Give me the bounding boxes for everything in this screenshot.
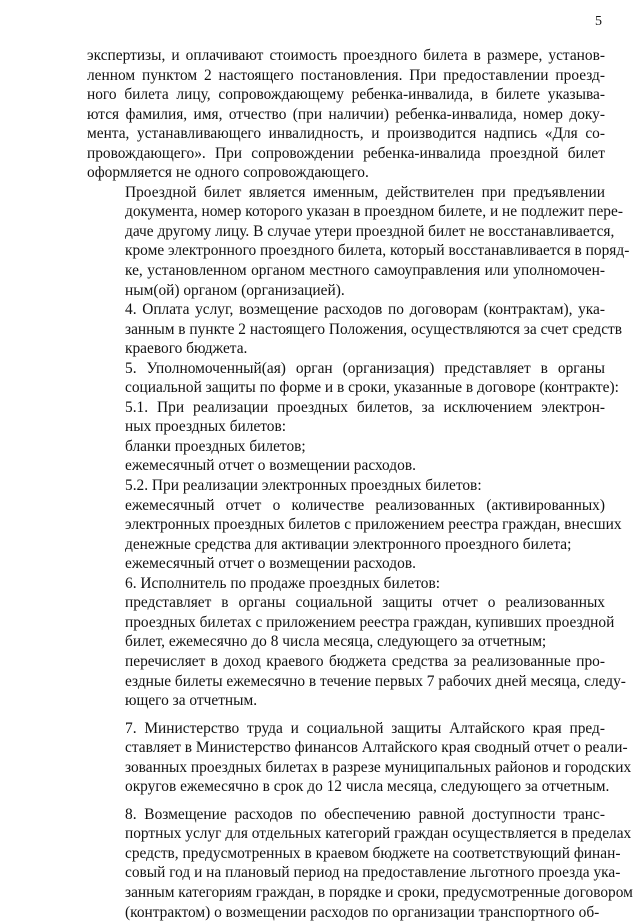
text-line: ставляет в Министерство финансов Алтайского края сводный отчет о реали- (125, 739, 628, 757)
text-line: средств, предусмотренных в краевом бюджете на соответствующий финан- (125, 844, 621, 862)
text-line: 5.1. При реализации проездных билетов, за исключением электрон- (125, 398, 605, 416)
paragraph (87, 456, 605, 476)
text-line: ежемесячный отчет о количестве реализованных (активированных) (125, 496, 605, 514)
text-line: занным категориям граждан, в порядке и сроки, предусмотренные договором (125, 883, 633, 901)
paragraph (87, 574, 605, 594)
text-line: ежемесячный отчет о возмещении расходов. (125, 457, 416, 475)
paragraph-gap (87, 797, 605, 805)
text-line: портных услуг для отдельных категорий граждан осуществляется в пределах (125, 825, 632, 843)
text-line: Проездной билет является именным, действителен при предъявлении (125, 183, 605, 201)
text-line: 4. Оплата услуг, возмещение расходов по договорам (контрактам), ука- (125, 301, 605, 319)
text-line: 5.2. При реализации электронных проездных билетов: (125, 477, 482, 495)
text-line: ных проездных билетов: (125, 418, 287, 436)
text-line: ежемесячный отчет о возмещении расходов. (125, 555, 416, 573)
paragraph-gap (87, 711, 605, 719)
text-line: кроме электронного проездного билета, который восстанавливается в поряд- (125, 242, 630, 260)
text-line: 7. Министерство труда и социальной защиты Алтайского края пред- (125, 719, 605, 737)
text-line: зованных проездных билетах в разрезе муниципальных районов и городских (125, 758, 632, 776)
text-line: ющего за отчетным. (125, 692, 258, 710)
text-line: ным(ой) органом (организацией). (125, 281, 345, 299)
text-line: 8. Возмещение расходов по обеспечению равной доступности транс- (125, 805, 605, 823)
text-line: 5. Уполномоченный(ая) орган (организация) представляет в органы (125, 359, 605, 377)
paragraph (87, 398, 605, 437)
paragraph (87, 652, 626, 711)
text-line: провождающего». При сопровождении ребенка-инвалида проездной билет (87, 144, 605, 162)
text-line: электронных проездных билетов с приложением реестра граждан, внесших (125, 516, 622, 534)
text-line: совый год и на плановый период на предоставление льготного проезда ука- (125, 864, 621, 882)
paragraph (87, 183, 630, 300)
text-line: ются фамилия, имя, отчество (при наличии) ребенка-инвалида, номер доку- (87, 105, 605, 123)
text-line: экспертизы, и оплачивают стоимость проездного билета в размере, установ- (87, 47, 605, 64)
text-line: 6. Исполнитель по продаже проездных билетов: (125, 574, 440, 592)
paragraph (87, 554, 605, 574)
paragraph (87, 437, 605, 457)
text-line: оформляется не одного сопровождающего. (87, 164, 369, 182)
text-line: бланки проездных билетов; (125, 437, 306, 455)
text-line: занным в пункте 2 настоящего Положения, осуществляются за счет средств (125, 320, 623, 338)
text-line: билет, ежемесячно до 8 числа месяца, следующего за отчетным; (125, 633, 547, 651)
paragraph (87, 359, 619, 398)
paragraph (87, 593, 615, 652)
text-line: проездных билетах с приложением реестра граждан, купивших проездной (125, 613, 615, 631)
text-line: документа, номер которого указан в проездном билете, и не подлежит пере- (125, 203, 623, 221)
text-line: ке, установленном органом местного самоуправления или уполномочен- (125, 262, 605, 280)
text-line: ездные билеты ежемесячно в течение первых 7 рабочих дней месяца, следу- (125, 672, 626, 690)
page-number: 5 (595, 14, 602, 29)
text-line: ленном пунктом 2 настоящего постановления. При предоставлении проезд- (87, 66, 605, 84)
text-line: представляет в органы социальной защиты отчет о реализованных (125, 594, 605, 612)
text-line: округов ежемесячно в срок до 12 числа месяца, следующего за отчетным. (125, 778, 610, 796)
text-line: краевого бюджета. (125, 340, 248, 358)
paragraph (87, 805, 633, 922)
text-line: даче другому лицу. В случае утери проездной билет не восстанавливается, (125, 222, 615, 240)
text-line: мента, устанавливающего инвалидность, и производится надпись «Для со- (87, 125, 605, 143)
paragraph (87, 476, 605, 496)
text-line: социальной защиты по форме и в сроки, указанные в договоре (контракте): (125, 379, 619, 397)
paragraph (87, 46, 605, 183)
text-line: перечисляет в доход краевого бюджета средства за реализованные про- (125, 652, 605, 670)
paragraph (87, 496, 622, 555)
paragraph (87, 300, 623, 359)
paragraph (87, 719, 632, 797)
text-line: ного билета лицу, сопровождающему ребенка-инвалида, в билете указыва- (87, 86, 605, 104)
document-body (87, 46, 633, 922)
text-line: денежные средства для активации электронного проездного билета; (125, 535, 572, 553)
text-line: (контрактом) о возмещении расходов по организации транспортного об- (125, 903, 600, 921)
